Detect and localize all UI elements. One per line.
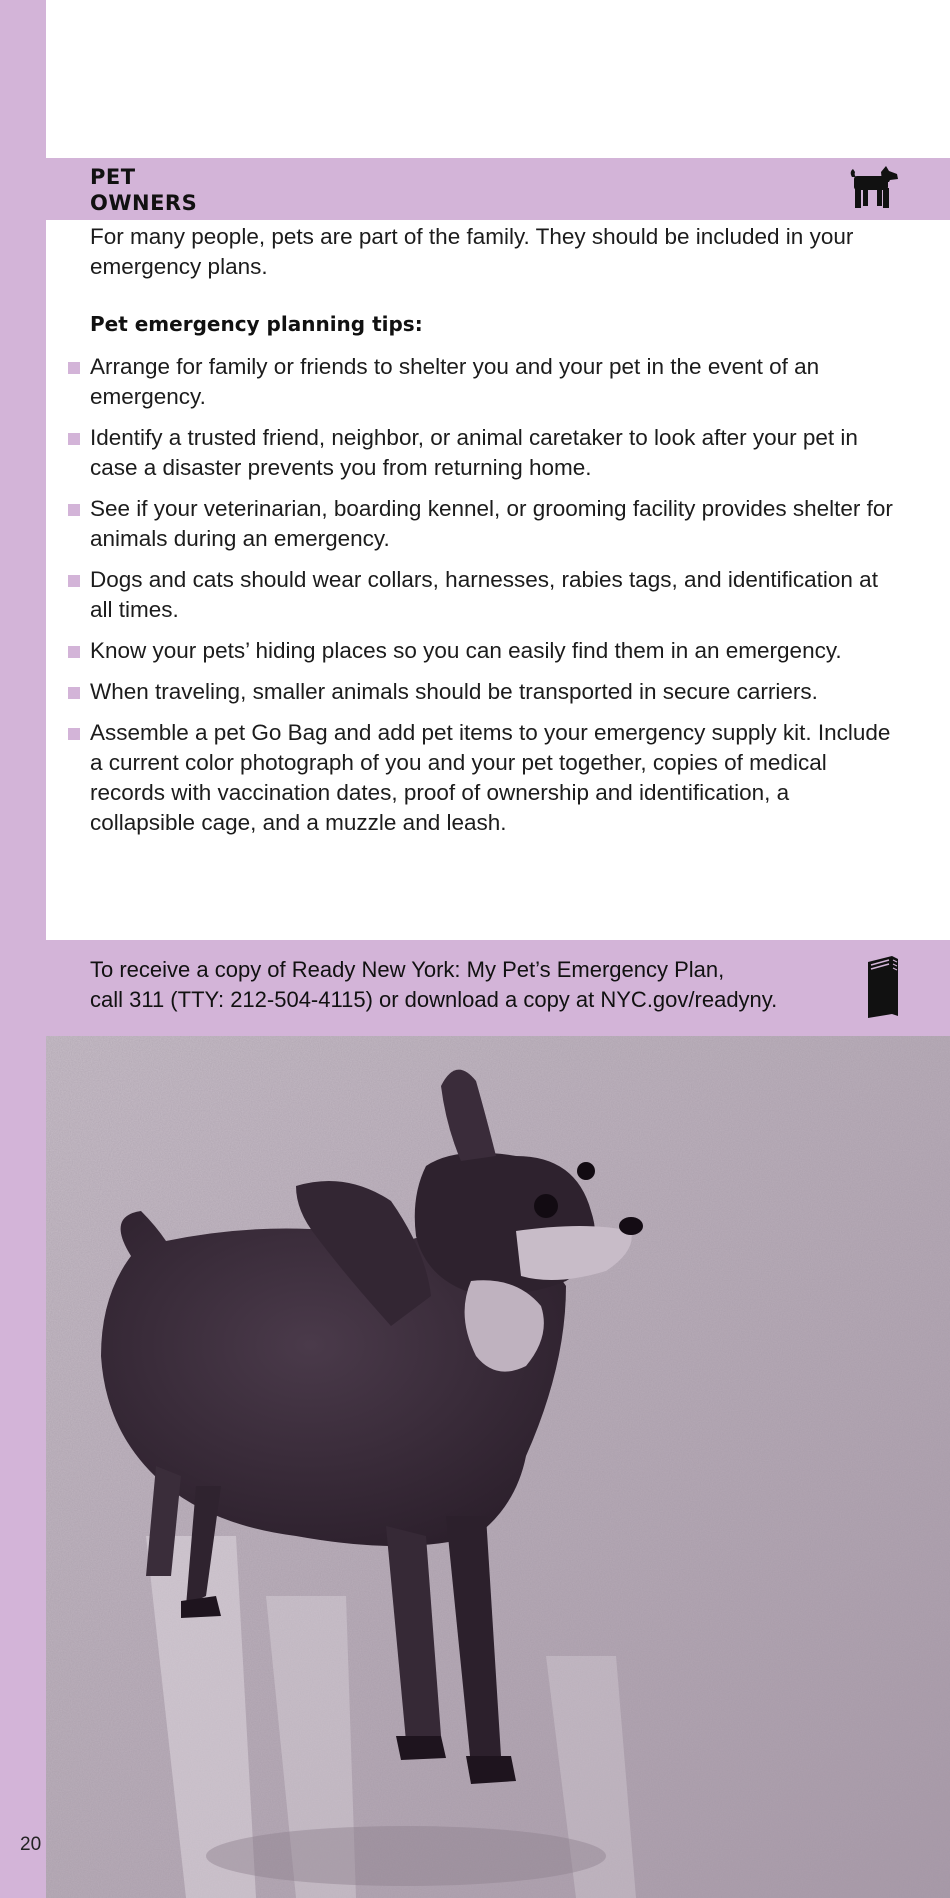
notice-band [46,940,950,1036]
tip-text: When traveling, smaller animals should be transported in secure carriers. [90,679,818,704]
tip-text: Arrange for family or friends to shelter you and your pet in the event of an emergency. [90,354,820,409]
tip-text: Know your pets’ hiding places so you can easily find them in an emergency. [90,638,842,663]
tips-heading: Pet emergency planning tips: [90,312,423,336]
section-title-line2: OWNERS [90,191,198,215]
tip-item [90,718,910,838]
tip-item [90,494,910,554]
bullet-square-icon [68,433,80,445]
tip-text: Assemble a pet Go Bag and add pet items to your emergency supply kit. Include a current color photograph of you and your pet together, copies of medical records with vaccination dates, proof of ownership and identification, a collapsible cage, and a muzzle and leash. [90,720,891,835]
bullet-square-icon [68,362,80,374]
tips-list [90,352,910,838]
bullet-square-icon [68,646,80,658]
dog-photo [46,1036,950,1898]
left-margin-bar [0,0,46,1898]
dog-icon [848,166,900,210]
tip-item [90,677,910,707]
main-content [90,222,910,849]
tip-text: Dogs and cats should wear collars, harnesses, rabies tags, and identification at all times. [90,567,878,622]
tip-item [90,636,910,666]
bullet-square-icon [68,504,80,516]
bullet-square-icon [68,575,80,587]
section-title-line1: PET [90,165,136,189]
notice-line1: To receive a copy of Ready New York: My Pet’s Emergency Plan, [90,957,725,982]
notice-line2: call 311 (TTY: 212-504-4115) or download a copy at NYC.gov/readyny. [90,987,778,1012]
tip-item [90,565,910,625]
notice-text [90,955,850,1015]
tip-item [90,352,910,412]
section-title [90,164,197,216]
page-number: 20 [20,1834,42,1855]
tip-text: See if your veterinarian, boarding kennel, or grooming facility provides shelter for animals during an emergency. [90,496,893,551]
section-header [46,158,950,220]
intro-paragraph: For many people, pets are part of the family. They should be included in your emergency plans. [90,224,854,279]
tip-item [90,423,910,483]
bullet-square-icon [68,687,80,699]
book-icon [864,954,900,1020]
tip-text: Identify a trusted friend, neighbor, or animal caretaker to look after your pet in case a disaster prevents you from returning home. [90,425,858,480]
bullet-square-icon [68,728,80,740]
